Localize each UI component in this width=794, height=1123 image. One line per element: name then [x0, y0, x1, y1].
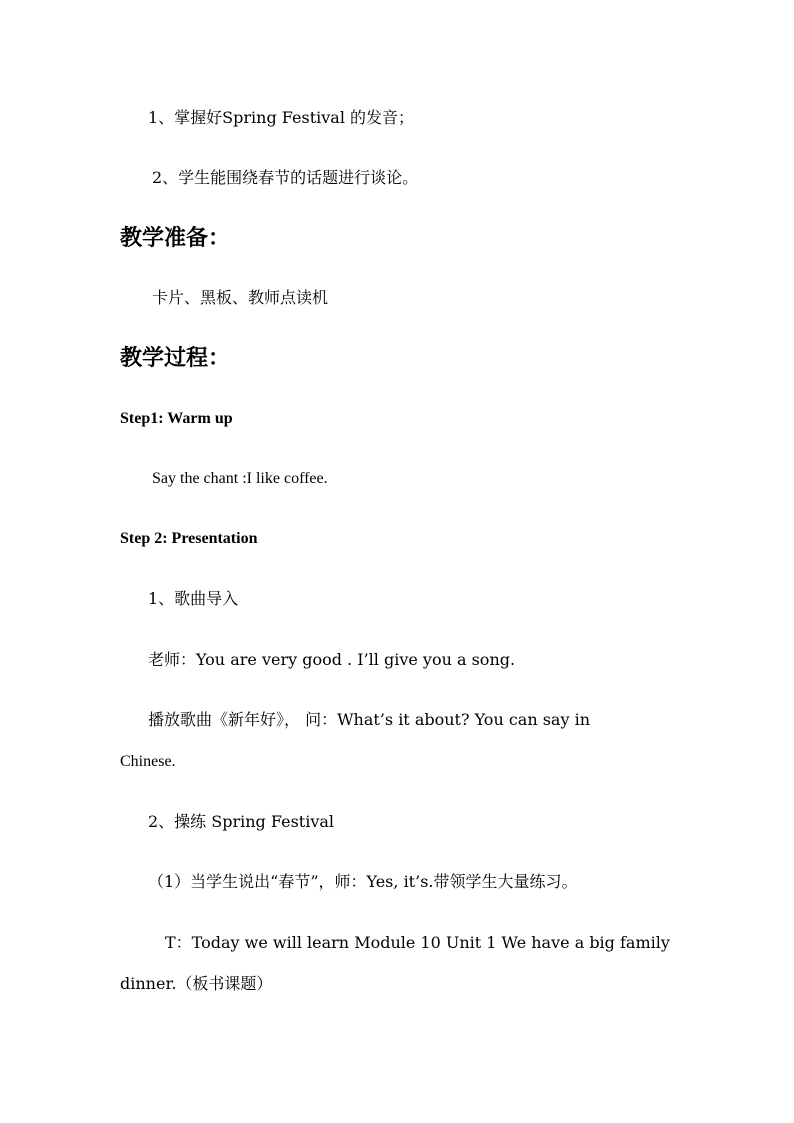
- song-line-a: 播放歌曲《新年好》， 问：What’s it about? You can say in: [148, 710, 591, 729]
- practice-line: （1）当学生说出“春节”，师：Yes, it’s.带领学生大量练习。: [148, 872, 578, 891]
- preparation-heading: 教学准备：: [120, 225, 231, 251]
- process-heading: 教学过程：: [120, 345, 231, 371]
- song-line-b: Chinese.: [120, 753, 176, 770]
- step1-content: Say the chant :I like coffee.: [152, 470, 328, 487]
- t-line-b: dinner.（板书课题）: [120, 974, 273, 993]
- t-line-a: T：Today we will learn Module 10 Unit 1 We have a big family: [165, 933, 670, 952]
- objective-2: 2、学生能围绕春节的话题进行谈论。: [152, 168, 419, 187]
- step2-part1-title: 1、歌曲导入: [148, 589, 239, 608]
- step2-part2-title: 2、操练 Spring Festival: [148, 812, 335, 831]
- objective-1: 1、掌握好Spring Festival 的发音；: [148, 108, 415, 127]
- step1-title: Step1: Warm up: [120, 410, 233, 427]
- step2-title: Step 2: Presentation: [120, 530, 258, 547]
- teacher-line: 老师：You are very good . I’ll give you a song.: [148, 650, 516, 669]
- preparation-items: 卡片、黑板、教师点读机: [152, 288, 329, 307]
